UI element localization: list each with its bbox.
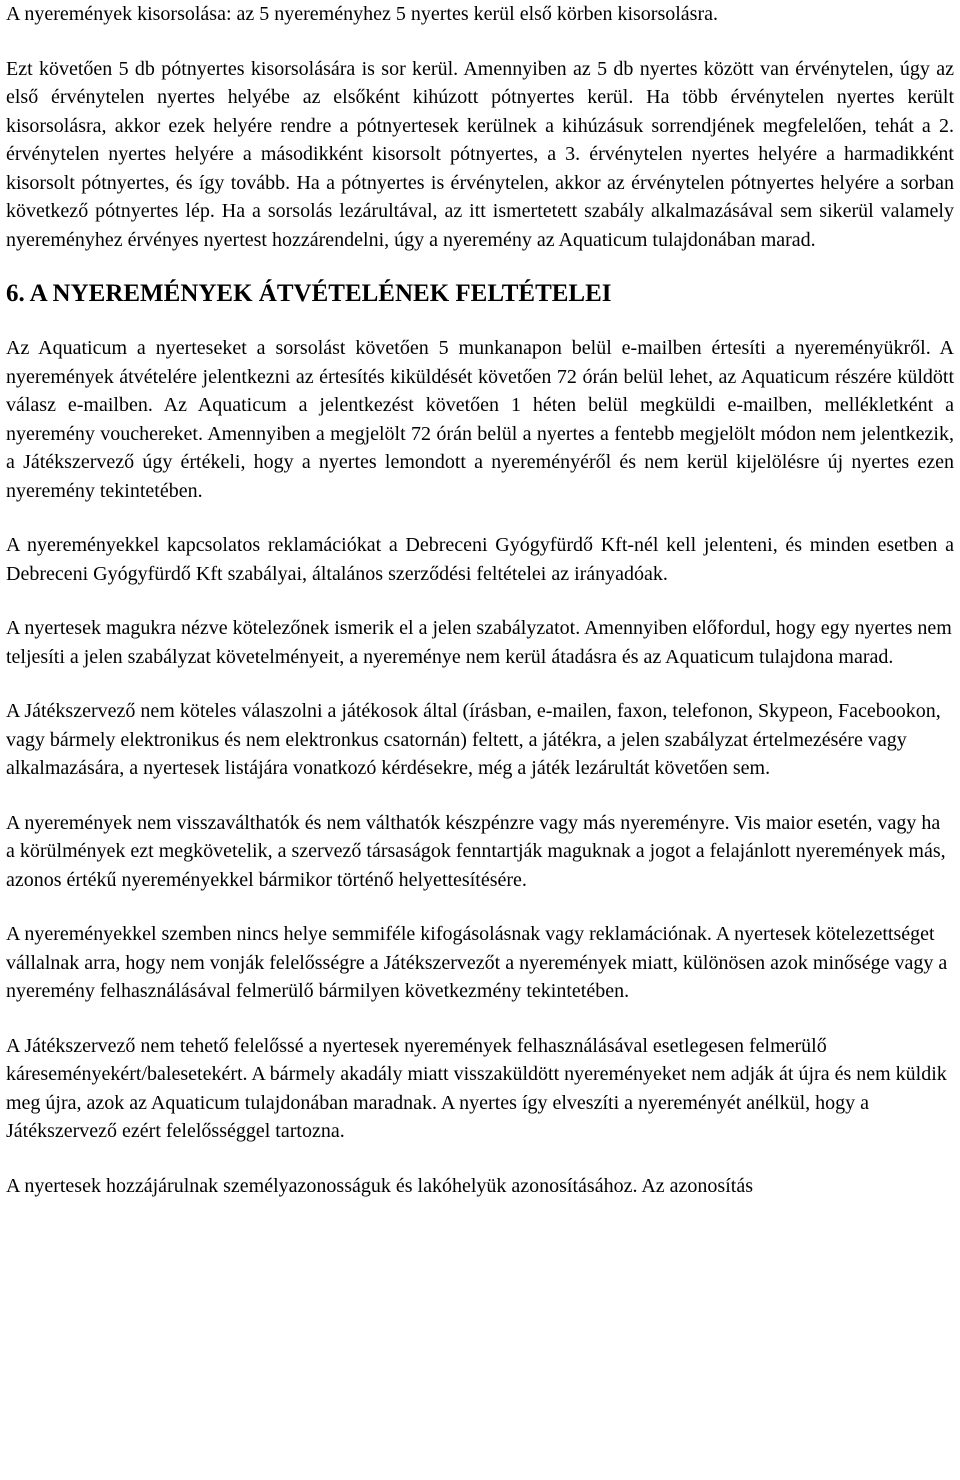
paragraph-complaints: A nyereményekkel kapcsolatos reklamációkat a Debreceni Gyógyfürdő Kft-nél kell jelenteni, és minden esetben a Debreceni Gyógyfürdő Kft szabályai, általános szerződési feltételei az irányadóak.	[6, 534, 954, 585]
paragraph-drawing-intro: A nyeremények kisorsolása: az 5 nyereményhez 5 nyertes kerül első körben kisorsolásra.	[6, 3, 718, 25]
paragraph-liability: A Játékszervező nem tehető felelőssé a nyertesek nyeremények felhasználásával esetlegesen felmerülő káreseményekért/balesetekért. A bármely akadály miatt visszaküldött nyereményeket nem adják át újra és nem küldik meg újra, azok az Aquaticum tulajdonában maradnak. A nyertes így elveszíti a nyereményét anélkül, hogy a Játékszervező ezért felelősséggel tartozna.	[6, 1034, 947, 1142]
paragraph-acceptance: A nyertesek magukra nézve kötelezőnek ismerik el a jelen szabályzatot. Amennyiben előfordul, hogy egy nyertes nem teljesíti a jelen szabályzat követelményeit, a nyereménye nem kerül átadásra és az Aquaticum tulajdona marad.	[6, 617, 952, 668]
paragraph-notification: Az Aquaticum a nyerteseket a sorsolást követően 5 munkanapon belül e-mailben értesíti a nyereményükről. A nyeremények átvételére jelentkezni az értesítés kiküldését követően 72 órán belül lehet, az Aquaticum részére küldött válasz e-mailben. Az Aquaticum a jelentkezést követően 1 héten belül megküldi e-mailben, mellékletként a nyeremény vouchereket. Amennyiben a megjelölt 72 órán belül a nyertes a fentebb megjelölt módon nem jelentkezik, a Játékszervező úgy értékeli, hogy a nyertes lemondott a nyereményéről és nem kerül kijelölésre új nyertes ezen nyeremény tekintetében.	[6, 337, 954, 502]
paragraph-no-exchange: A nyeremények nem visszaválthatók és nem válthatók készpénzre vagy más nyereményre. Vis maior esetén, vagy ha a körülmények ezt megkövetelik, a szervező társaságok fenntartják maguknak a jogot a felajánlott nyeremények más, azonos értékű nyereményekkel bármikor történő helyettesítésére.	[6, 811, 946, 891]
paragraph-no-complaints: A nyereményekkel szemben nincs helye semmiféle kifogásolásnak vagy reklamációnak. A nyertesek kötelezettséget vállalnak arra, hogy nem vonják felelősségre a Játékszervezőt a nyeremények miatt, különösen azok minősége vagy a nyeremény felhasználásával felmerülő bármilyen következmény tekintetében.	[6, 923, 948, 1002]
document-page	[6, 0, 954, 1200]
section-heading: 6. A NYEREMÉNYEK ÁTVÉTELÉNEK FELTÉTELEI	[6, 280, 612, 307]
paragraph-no-obligation: A Játékszervező nem köteles válaszolni a játékosok által (írásban, e-mailen, faxon, telefonon, Skypeon, Facebookon, vagy bármely elektronikus és nem elektronkus csatornán) feltett, a játékra, a jelen szabályzat értelmezésére vagy alkalmazására, a nyertesek listájára vonatkozó kérdésekre, még a játék lezárultát követően sem.	[6, 700, 941, 779]
paragraph-reserve-winners: Ezt követően 5 db pótnyertes kisorsolására is sor kerül. Amennyiben az 5 db nyertes között van érvénytelen, úgy az első érvénytelen nyertes helyébe az elsőként kihúzott pótnyertes kerül. Ha több érvénytelen nyertes került kisorsolásra, akkor ezek helyére rendre a pótnyertesek kerülnek a kihúzásuk sorrendjének megfelelően, tehát a 2. érvénytelen nyertes helyére a másodikként kisorsolt pótnyertes, a 3. érvénytelen nyertes helyére a harmadikként kisorsolt pótnyertes, és így tovább. Ha a pótnyertes is érvénytelen, akkor az érvénytelen pótnyertes helyére a sorban következő pótnyertes lép. Ha a sorsolás lezárultával, az itt ismertetett szabály alkalmazásával sem sikerül valamely nyereményhez érvényes nyertest hozzárendelni, úgy a nyeremény az Aquaticum tulajdonában marad.	[6, 57, 954, 251]
paragraph-identification: A nyertesek hozzájárulnak személyazonosságuk és lakóhelyük azonosításához. Az azonosítás	[6, 1174, 753, 1197]
